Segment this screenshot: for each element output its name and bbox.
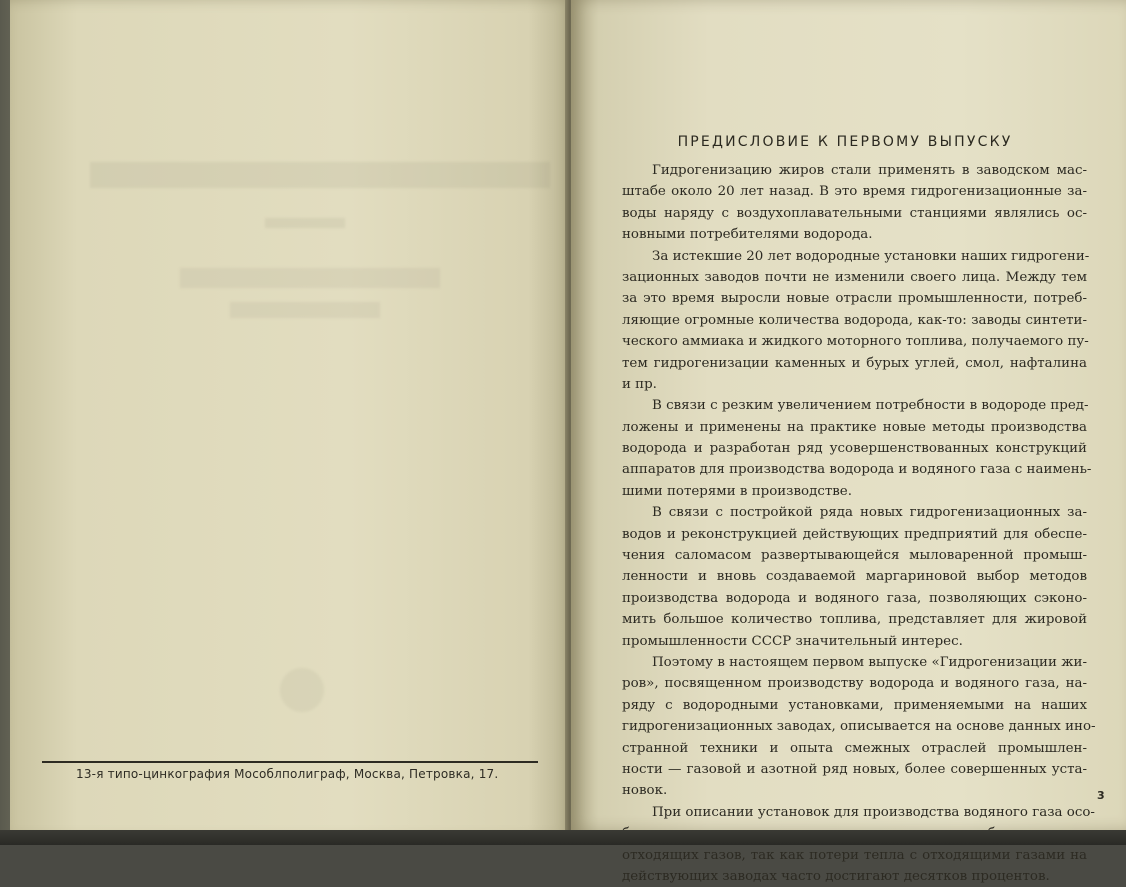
- colophon: 13-я типо-цинкография Мособлполиграф, Москва, Петровка, 17.: [76, 767, 499, 781]
- paragraph: [622, 652, 1096, 802]
- text-line: водов и реконструкцией действующих предприятий для обеспе-: [622, 526, 1087, 542]
- text-line: за это время выросли новые отрасли промышленности, потреб-: [622, 291, 1087, 307]
- text-line: новок.: [622, 783, 668, 799]
- text-line: отходящих газов, так как потери тепла с отходящими газами на: [622, 847, 1087, 863]
- text-line: промышленности СССР значительный интерес.: [622, 633, 963, 649]
- text-line: Гидрогенизацию жиров стали применять в заводском мас-: [652, 163, 1087, 178]
- preface-body: [622, 160, 1096, 887]
- page-number: 3: [1097, 789, 1105, 802]
- text-line: гидрогенизационных заводах, описывается на основе данных ино-: [622, 719, 1096, 735]
- text-line: ности — газовой и азотной ряд новых, более совершенных уста-: [622, 761, 1087, 777]
- text-line: тем гидрогенизации каменных и бурых углей, смол, нафталина: [622, 355, 1087, 371]
- text-line: странной техники и опыта смежных отраслей промышлен-: [622, 740, 1087, 756]
- text-line: ленности и вновь создаваемой маргариновой выбор методов: [622, 569, 1087, 585]
- paragraph: [622, 502, 1087, 652]
- text-line: ложены и применены на практике новые методы производства: [622, 419, 1087, 435]
- text-line: производства водорода и водяного газа, позволяющих сэконо-: [622, 590, 1087, 606]
- text-line: ряду с водородными установками, применяемыми на наших: [622, 697, 1087, 713]
- text-line: действующих заводах часто достигают десятков процентов.: [622, 868, 1050, 884]
- colophon-rule: [42, 761, 538, 763]
- text-line: В связи с резким увеличением потребности в водороде пред-: [652, 398, 1089, 414]
- show-through-title-shadow: [90, 162, 550, 188]
- page-heading: ПРЕДИСЛОВИЕ К ПЕРВОМУ ВЫПУСКУ: [677, 134, 1013, 150]
- text-line: новными потребителями водорода.: [622, 227, 873, 243]
- text-line: штабе около 20 лет назад. В это время гидрогенизационные за-: [622, 184, 1087, 200]
- text-line: ческого аммиака и жидкого моторного топлива, получаемого пу-: [622, 334, 1089, 350]
- left-page: [10, 0, 573, 838]
- text-line: шими потерями в производстве.: [622, 483, 852, 499]
- text-line: мить большое количество топлива, представляет для жировой: [622, 612, 1087, 628]
- text-line: В связи с постройкой ряда новых гидрогенизационных за-: [652, 505, 1087, 521]
- show-through-shadow: [230, 302, 380, 318]
- paragraph: [622, 160, 1087, 246]
- text-line: Поэтому в настоящем первом выпуске «Гидрогенизации жи-: [652, 654, 1087, 670]
- text-line: и пр.: [622, 376, 657, 392]
- table-surface: [0, 830, 1126, 845]
- text-line: водорода и разработан ряд усовершенствованных конструкций: [622, 441, 1087, 457]
- text-line: ляющие огромные количества водорода, как-то: заводы синтети-: [622, 312, 1087, 328]
- text-line: аппаратов для производства водорода и водяного газа с наимень-: [622, 462, 1092, 478]
- text-line: При описании установок для производства водяного газа осо-: [652, 804, 1095, 820]
- show-through-shadow: [265, 218, 345, 228]
- show-through-emblem-shadow: [280, 668, 324, 712]
- text-line: За истекшие 20 лет водородные установки наших гидрогени-: [652, 248, 1090, 264]
- text-line: ров», посвященном производству водорода и водяного газа, на-: [622, 676, 1087, 692]
- text-line: зационных заводов почти не изменили своего лица. Между тем: [622, 269, 1087, 285]
- show-through-shadow: [180, 268, 440, 288]
- text-line: чения саломасом развертывающейся мыловаренной промыш-: [622, 548, 1087, 564]
- text-line: воды наряду с воздухоплавательными станциями являлись ос-: [622, 205, 1087, 221]
- paragraph: [622, 246, 1090, 396]
- paragraph: [622, 395, 1092, 502]
